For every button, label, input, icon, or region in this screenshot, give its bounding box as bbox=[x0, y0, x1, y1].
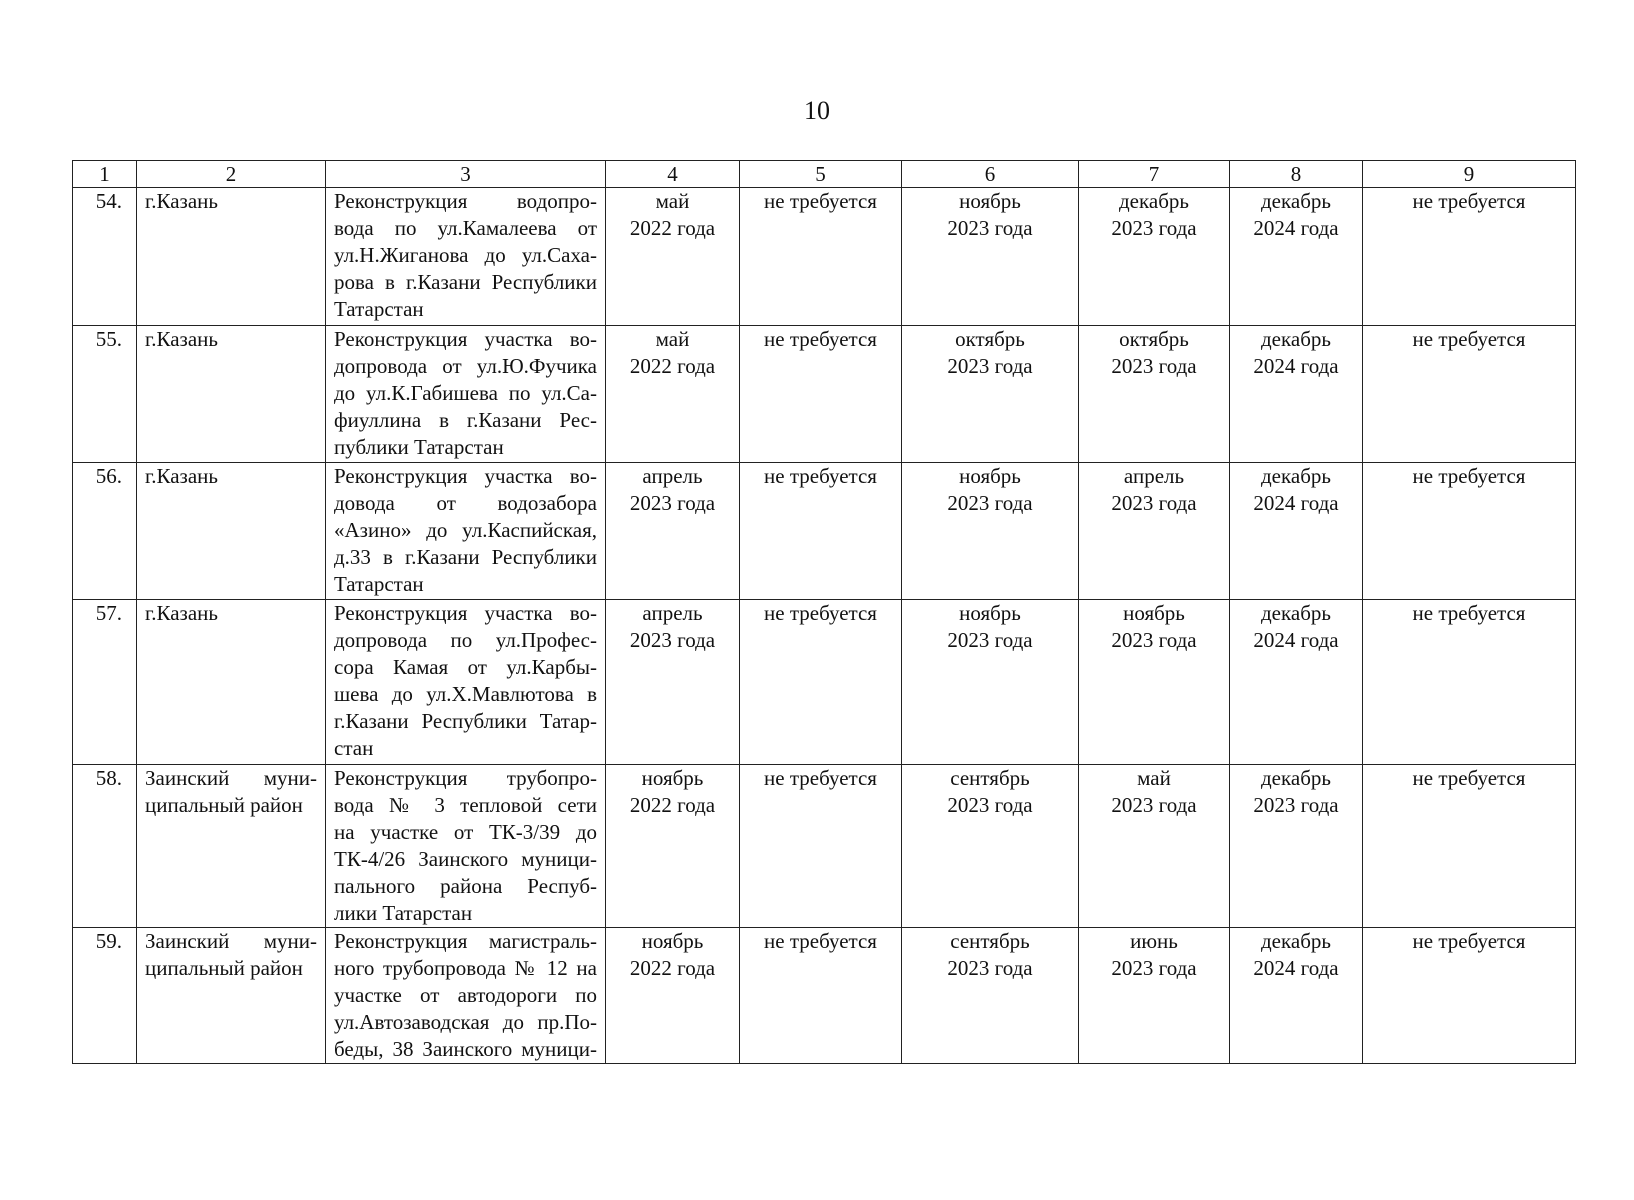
district-line: ципальный район bbox=[145, 793, 303, 817]
name-line: Реконструкция участка во- bbox=[334, 601, 597, 625]
date-cell bbox=[606, 928, 740, 1064]
year: 2023 года bbox=[1111, 491, 1197, 515]
date-cell bbox=[606, 326, 740, 463]
year: 2023 года bbox=[1253, 793, 1339, 817]
month: ноябрь bbox=[1123, 601, 1185, 625]
date-cell bbox=[902, 600, 1079, 765]
year: 2022 года bbox=[629, 354, 716, 378]
year: 2022 года bbox=[629, 956, 716, 980]
name-line: Реконструкция участка во- bbox=[334, 327, 597, 351]
name-line: рова в г.Казани Республики bbox=[334, 270, 597, 294]
year: 2023 года bbox=[947, 628, 1033, 652]
month: ноябрь bbox=[959, 601, 1021, 625]
object-name-cell bbox=[326, 765, 606, 928]
name-line: вода по ул.Камалеева от bbox=[334, 216, 597, 240]
month: октябрь bbox=[955, 327, 1025, 351]
date-cell bbox=[1230, 463, 1363, 600]
year: 2023 года bbox=[629, 491, 716, 515]
column-number: 9 bbox=[1363, 161, 1576, 188]
district-cell bbox=[137, 928, 326, 1064]
row-number: 57. bbox=[73, 600, 137, 765]
name-line: Татарстан bbox=[334, 297, 424, 321]
column-number: 7 bbox=[1079, 161, 1230, 188]
status-cell: не требуется bbox=[1363, 188, 1576, 326]
month: декабрь bbox=[1261, 766, 1331, 790]
name-line: Татарстан bbox=[334, 572, 424, 596]
date-cell bbox=[902, 326, 1079, 463]
district-line: Заинский муни- bbox=[145, 766, 317, 790]
object-name-cell bbox=[326, 600, 606, 765]
district-line: Заинский муни- bbox=[145, 929, 317, 953]
name-line: на участке от ТК-3/39 до bbox=[334, 820, 597, 844]
district-cell bbox=[137, 600, 326, 765]
date-cell bbox=[902, 928, 1079, 1064]
year: 2023 года bbox=[1111, 216, 1197, 240]
date-cell bbox=[606, 765, 740, 928]
month: май bbox=[1137, 766, 1171, 790]
name-line: вода № 3 тепловой сети bbox=[334, 793, 597, 817]
year: 2023 года bbox=[629, 628, 716, 652]
status-cell: не требуется bbox=[740, 765, 902, 928]
month: ноябрь bbox=[641, 929, 704, 953]
month: октябрь bbox=[1119, 327, 1189, 351]
name-line: пального района Респуб- bbox=[334, 874, 597, 898]
name-line: ул.Н.Жиганова до ул.Саха- bbox=[334, 243, 597, 267]
name-line: «Азино» до ул.Каспийская, bbox=[334, 518, 597, 542]
year: 2022 года bbox=[629, 793, 716, 817]
month: декабрь bbox=[1261, 189, 1331, 213]
object-name-cell bbox=[326, 188, 606, 326]
date-cell bbox=[606, 463, 740, 600]
row-number: 54. bbox=[73, 188, 137, 326]
year: 2023 года bbox=[1111, 793, 1197, 817]
date-cell bbox=[606, 600, 740, 765]
name-line: ного трубопровода № 12 на bbox=[334, 956, 597, 980]
month: сентябрь bbox=[950, 929, 1030, 953]
object-name-cell bbox=[326, 463, 606, 600]
date-cell bbox=[1230, 188, 1363, 326]
name-line: допровода по ул.Профес- bbox=[334, 628, 597, 652]
status-cell: не требуется bbox=[1363, 600, 1576, 765]
name-line: Реконструкция участка во- bbox=[334, 464, 597, 488]
name-line: ул.Автозаводская до пр.По- bbox=[334, 1010, 597, 1034]
year: 2024 года bbox=[1253, 956, 1339, 980]
year: 2023 года bbox=[1111, 354, 1197, 378]
name-line: ТК-4/26 Заинского муници- bbox=[334, 847, 597, 871]
name-line: стан bbox=[334, 736, 374, 760]
name-line: довода от водозабора bbox=[334, 491, 597, 515]
status-cell: не требуется bbox=[1363, 928, 1576, 1064]
year: 2023 года bbox=[947, 956, 1033, 980]
district-line: г.Казань bbox=[145, 327, 218, 351]
status-cell: не требуется bbox=[1363, 326, 1576, 463]
name-line: Реконструкция трубопро- bbox=[334, 766, 597, 790]
month: декабрь bbox=[1119, 189, 1189, 213]
district-cell bbox=[137, 463, 326, 600]
column-number: 6 bbox=[902, 161, 1079, 188]
month: июнь bbox=[1130, 929, 1178, 953]
month: апрель bbox=[642, 464, 703, 488]
month: декабрь bbox=[1261, 464, 1331, 488]
year: 2023 года bbox=[947, 793, 1033, 817]
year: 2023 года bbox=[947, 491, 1033, 515]
column-number: 8 bbox=[1230, 161, 1363, 188]
month: декабрь bbox=[1261, 601, 1331, 625]
date-cell bbox=[1079, 188, 1230, 326]
name-line: допровода от ул.Ю.Фучика bbox=[334, 354, 597, 378]
name-line: сора Камая от ул.Карбы- bbox=[334, 655, 597, 679]
name-line: д.33 в г.Казани Республики bbox=[334, 545, 597, 569]
district-cell bbox=[137, 188, 326, 326]
district-line: г.Казань bbox=[145, 601, 218, 625]
object-name-cell bbox=[326, 928, 606, 1064]
date-cell bbox=[1079, 928, 1230, 1064]
month: ноябрь bbox=[959, 189, 1021, 213]
name-line: г.Казани Республики Татар- bbox=[334, 709, 597, 733]
district-line: г.Казань bbox=[145, 464, 218, 488]
column-number: 3 bbox=[326, 161, 606, 188]
table-row bbox=[73, 326, 1576, 463]
date-cell bbox=[1079, 326, 1230, 463]
name-line: лики Татарстан bbox=[334, 901, 473, 925]
name-line: беды, 38 Заинского муници- bbox=[334, 1037, 597, 1061]
year: 2024 года bbox=[1253, 354, 1339, 378]
month: май bbox=[655, 189, 690, 213]
schedule-table bbox=[72, 160, 1576, 1064]
year: 2023 года bbox=[947, 216, 1033, 240]
date-cell bbox=[902, 765, 1079, 928]
column-number: 5 bbox=[740, 161, 902, 188]
status-cell: не требуется bbox=[740, 928, 902, 1064]
object-name-cell bbox=[326, 326, 606, 463]
status-cell: не требуется bbox=[740, 463, 902, 600]
name-line: до ул.К.Габишева по ул.Са- bbox=[334, 381, 597, 405]
name-line: участке от автодороги по bbox=[334, 983, 597, 1007]
month: декабрь bbox=[1261, 327, 1331, 351]
month: декабрь bbox=[1261, 929, 1331, 953]
year: 2023 года bbox=[947, 354, 1033, 378]
name-line: публики Татарстан bbox=[334, 435, 504, 459]
year: 2024 года bbox=[1253, 491, 1339, 515]
status-cell: не требуется bbox=[740, 188, 902, 326]
date-cell bbox=[1230, 600, 1363, 765]
district-cell bbox=[137, 326, 326, 463]
name-line: шева до ул.Х.Мавлютова в bbox=[334, 682, 597, 706]
date-cell bbox=[1230, 928, 1363, 1064]
row-number: 59. bbox=[73, 928, 137, 1064]
row-number: 58. bbox=[73, 765, 137, 928]
column-number: 1 bbox=[73, 161, 137, 188]
status-cell: не требуется bbox=[740, 600, 902, 765]
district-cell bbox=[137, 765, 326, 928]
month: ноябрь bbox=[959, 464, 1021, 488]
date-cell bbox=[1079, 463, 1230, 600]
year: 2022 года bbox=[629, 216, 716, 240]
date-cell bbox=[902, 188, 1079, 326]
page-number: 10 bbox=[804, 96, 830, 125]
column-number: 4 bbox=[606, 161, 740, 188]
status-cell: не требуется bbox=[1363, 463, 1576, 600]
date-cell bbox=[1230, 326, 1363, 463]
month: ноябрь bbox=[641, 766, 704, 790]
table-row bbox=[73, 928, 1576, 1064]
date-cell bbox=[1079, 600, 1230, 765]
name-line: фиуллина в г.Казани Рес- bbox=[334, 408, 597, 432]
date-cell bbox=[1079, 765, 1230, 928]
district-line: ципальный район bbox=[145, 956, 303, 980]
date-cell bbox=[902, 463, 1079, 600]
district-line: г.Казань bbox=[145, 189, 218, 213]
table-row bbox=[73, 765, 1576, 928]
status-cell: не требуется bbox=[740, 326, 902, 463]
date-cell bbox=[1230, 765, 1363, 928]
month: апрель bbox=[1123, 464, 1185, 488]
year: 2023 года bbox=[1111, 956, 1197, 980]
date-cell bbox=[606, 188, 740, 326]
month: апрель bbox=[642, 601, 703, 625]
column-number-row bbox=[73, 161, 1576, 188]
table-row bbox=[73, 600, 1576, 765]
month: сентябрь bbox=[950, 766, 1030, 790]
year: 2023 года bbox=[1111, 628, 1197, 652]
row-number: 55. bbox=[73, 326, 137, 463]
row-number: 56. bbox=[73, 463, 137, 600]
table-row bbox=[73, 188, 1576, 326]
table-row bbox=[73, 463, 1576, 600]
year: 2024 года bbox=[1253, 216, 1339, 240]
name-line: Реконструкция водопро- bbox=[334, 189, 597, 213]
month: май bbox=[655, 327, 690, 351]
name-line: Реконструкция магистраль- bbox=[334, 929, 597, 953]
status-cell: не требуется bbox=[1363, 765, 1576, 928]
year: 2024 года bbox=[1253, 628, 1339, 652]
column-number: 2 bbox=[137, 161, 326, 188]
